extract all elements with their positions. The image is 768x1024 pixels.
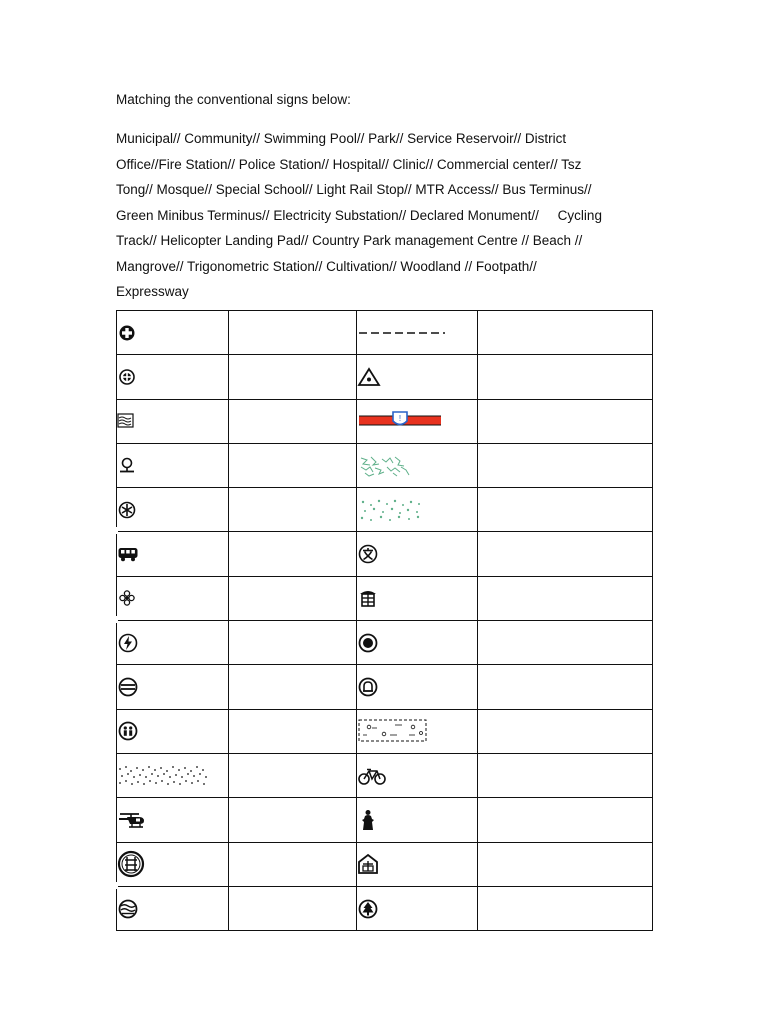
figure-silhouette-icon: [357, 808, 379, 832]
table-row: [117, 798, 653, 842]
bell-circle-icon: [357, 676, 379, 698]
answer-cell[interactable]: [229, 798, 357, 842]
sign-cell: [117, 576, 229, 620]
bicycle-icon: [357, 766, 387, 786]
sign-cell: [117, 355, 229, 399]
answer-cell[interactable]: [229, 753, 357, 797]
table-row: [117, 576, 653, 620]
sign-cell: [117, 621, 229, 665]
plus-circle-icon: [117, 323, 137, 343]
red-road-shield-icon: [357, 408, 443, 434]
sign-cell: [357, 399, 478, 443]
answer-cell[interactable]: [229, 886, 357, 930]
svg-text:!: !: [398, 414, 402, 424]
dotted-pattern-icon: [117, 763, 209, 789]
worksheet-heading: Matching the conventional signs below:: [116, 92, 351, 107]
sign-cell: [357, 621, 478, 665]
matching-table: [116, 310, 653, 931]
sign-cell: [357, 798, 478, 842]
table-row: [117, 621, 653, 665]
target-dot-icon: [357, 632, 379, 654]
word-bank-line: Municipal// Community// Swimming Pool// Park// Service Reservoir// District: [116, 131, 567, 146]
sign-cell: [117, 798, 229, 842]
bus-icon: [117, 546, 139, 562]
answer-cell[interactable]: [229, 576, 357, 620]
triangle-dot-icon: [357, 367, 381, 387]
answer-cell[interactable]: [229, 532, 357, 576]
answer-cell[interactable]: [229, 311, 357, 355]
sign-cell: [117, 753, 229, 797]
table-row: [117, 443, 653, 487]
answer-cell[interactable]: [229, 842, 357, 886]
sign-cell: [117, 842, 229, 886]
table-row: [117, 355, 653, 399]
sign-cell: [357, 753, 478, 797]
answer-cell[interactable]: [478, 753, 653, 797]
table-row: [117, 665, 653, 709]
wavy-lines-icon: [117, 413, 135, 429]
answer-cell[interactable]: [478, 488, 653, 532]
temple-building-icon: [357, 587, 379, 609]
pin-marker-icon: [117, 456, 137, 476]
sign-cell: [117, 311, 229, 355]
house-character-icon: [357, 853, 379, 875]
sign-cell: [117, 488, 229, 532]
table-row: [117, 488, 653, 532]
green-dots-pattern-icon: [357, 496, 427, 524]
answer-cell[interactable]: [229, 443, 357, 487]
sign-cell: [357, 709, 478, 753]
border-gap: [114, 527, 118, 534]
word-bank-line: Green Minibus Terminus// Electricity Substation// Declared Monument// Cycling: [116, 207, 602, 223]
answer-cell[interactable]: [478, 886, 653, 930]
word-bank-line: Track// Helicopter Landing Pad// Country Park management Centre // Beach //: [116, 233, 583, 248]
sign-cell: [357, 488, 478, 532]
sign-cell: [117, 443, 229, 487]
sign-cell: [357, 842, 478, 886]
dashed-box-pattern-icon: [357, 717, 429, 745]
answer-cell[interactable]: [478, 576, 653, 620]
answer-cell[interactable]: [478, 443, 653, 487]
word-bank-line: Tong// Mosque// Special School// Light Rail Stop// MTR Access// Bus Terminus//: [116, 182, 592, 197]
sign-cell: [117, 665, 229, 709]
table-row: [117, 399, 653, 443]
answer-cell[interactable]: [478, 709, 653, 753]
answer-cell[interactable]: [229, 621, 357, 665]
answer-cell[interactable]: [478, 665, 653, 709]
answer-cell[interactable]: [229, 709, 357, 753]
sign-cell: [117, 886, 229, 930]
table-row: [117, 532, 653, 576]
border-gap: [114, 616, 118, 623]
dashed-line-icon: [357, 327, 447, 339]
sign-cell: [357, 532, 478, 576]
helicopter-icon: [117, 810, 147, 830]
answer-cell[interactable]: [229, 665, 357, 709]
word-bank: [116, 126, 646, 305]
circled-asterisk-icon: [117, 500, 137, 520]
table-row: [117, 311, 653, 355]
border-gap: [114, 882, 118, 889]
answer-cell[interactable]: [478, 399, 653, 443]
answer-cell[interactable]: [478, 532, 653, 576]
sign-cell: [117, 709, 229, 753]
answer-cell[interactable]: [478, 842, 653, 886]
sign-cell: [357, 576, 478, 620]
sign-cell: [357, 311, 478, 355]
answer-cell[interactable]: [229, 488, 357, 532]
word-bank-line: Office//Fire Station// Police Station// Hospital// Clinic// Commercial center// Tsz: [116, 156, 582, 172]
answer-cell[interactable]: [478, 621, 653, 665]
table-row: [117, 753, 653, 797]
table-row: [117, 842, 653, 886]
flower-icon: [117, 588, 137, 608]
sign-cell: [357, 443, 478, 487]
striped-circle-icon: [117, 676, 139, 698]
waves-circle-icon: [117, 898, 139, 920]
circled-character-icon: [117, 850, 145, 878]
sign-cell: [357, 886, 478, 930]
answer-cell[interactable]: [229, 355, 357, 399]
circled-cross-icon: [117, 367, 137, 387]
table-row: [117, 886, 653, 930]
word-bank-line: Mangrove// Trigonometric Station// Cultivation// Woodland // Footpath//: [116, 258, 537, 274]
circled-character-wen-icon: [357, 543, 379, 565]
word-bank-line: Expressway: [116, 284, 189, 299]
sign-cell: [117, 532, 229, 576]
lightning-circle-icon: [117, 632, 139, 654]
table-row: [117, 709, 653, 753]
answer-cell[interactable]: [229, 399, 357, 443]
answer-cell[interactable]: [478, 355, 653, 399]
answer-cell[interactable]: [478, 311, 653, 355]
sign-cell: [357, 355, 478, 399]
people-circle-icon: [117, 720, 139, 742]
answer-cell[interactable]: [478, 798, 653, 842]
tree-circle-icon: [357, 898, 379, 920]
sign-cell: [357, 665, 478, 709]
green-hatch-pattern-icon: [357, 453, 417, 479]
sign-cell: [117, 399, 229, 443]
